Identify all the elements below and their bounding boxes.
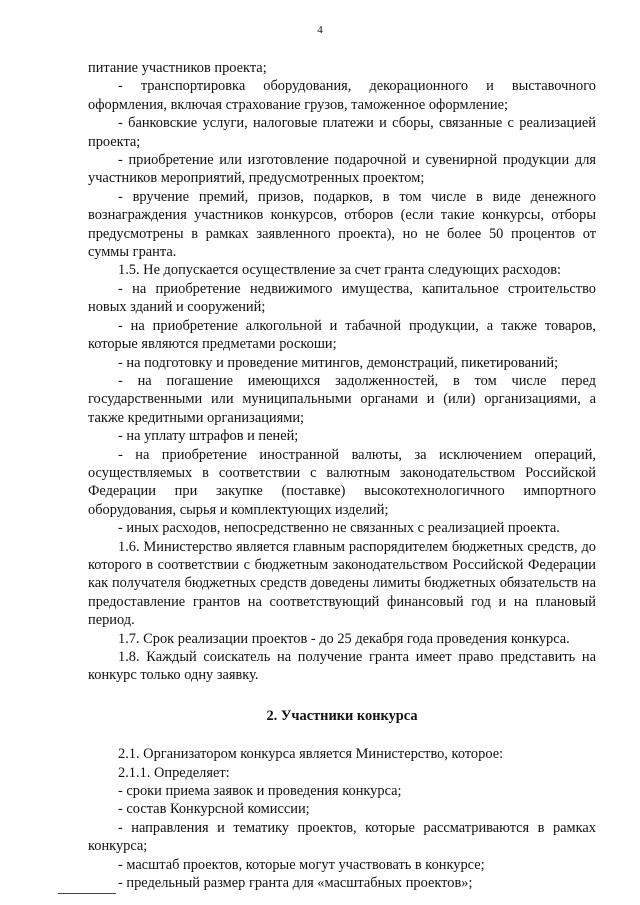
page-number: 4 xyxy=(317,24,323,36)
section-2-body xyxy=(88,745,596,892)
paragraph: - транспортировка оборудования, декорационного и выставочного оформления, включая страхование грузов, таможенное оформление; xyxy=(88,78,596,113)
footer-rule xyxy=(58,893,116,894)
paragraph: - направления и тематику проектов, которые рассматриваются в рамках конкурса; xyxy=(88,819,596,855)
document-body xyxy=(88,59,596,892)
paragraph: - состав Конкурсной комиссии; xyxy=(118,801,310,818)
section-heading: 2. Участники конкурса xyxy=(266,707,418,724)
paragraph: - на погашение имеющихся задолженностей, в том числе перед государственными или муниципальными органами и (или) организациями, а также кредитными организациями; xyxy=(88,372,596,426)
paragraph: - иных расходов, непосредственно не связанных с реализацией проекта. xyxy=(118,520,560,537)
paragraph: 1.5. Не допускается осуществление за счет гранта следующих расходов: xyxy=(118,262,562,279)
paragraph: 2.1. Организатором конкурса является Министерство, которое: xyxy=(118,746,504,763)
paragraph: - на приобретение алкогольной и табачной продукции, а также товаров, которые являются предметами роскоши; xyxy=(88,317,596,353)
paragraph: - банковские услуги, налоговые платежи и сборы, связанные с реализацией проекта; xyxy=(88,115,596,150)
paragraph: - вручение премий, призов, подарков, в том числе в виде денежного вознаграждения участников конкурсов, отборов (если такие конкурсы, отборы предусмотрены в рамках заявленного проекта), но не более 50 процентов от суммы гранта. xyxy=(88,188,596,261)
paragraph: - приобретение или изготовление подарочной и сувенирной продукции для участников мероприятий, предусмотренных проектом; xyxy=(88,152,596,187)
paragraph: - на подготовку и проведение митингов, демонстраций, пикетирований; xyxy=(118,354,559,371)
paragraph: питание участников проекта; xyxy=(88,60,267,76)
paragraph: - масштаб проектов, которые могут участвовать в конкурсе; xyxy=(118,856,485,873)
paragraph: 1.8. Каждый соискатель на получение гранта имеет право представить на конкурс только одну заявку. xyxy=(88,649,596,684)
paragraph: 2.1.1. Определяет: xyxy=(118,764,230,781)
paragraph: 1.7. Срок реализации проектов - до 25 декабря года проведения конкурса. xyxy=(118,630,570,647)
paragraph: - на приобретение иностранной валюты, за исключением операций, осуществляемых в соответствии с валютным законодательством Российской Федерации при закупке (поставке) высокотехнологичного импортного оборудования, сырья и комплектующих изделий; xyxy=(88,446,596,518)
paragraph: - на приобретение недвижимого имущества, капитальное строительство новых зданий и сооружений; xyxy=(88,280,596,316)
paragraph: 1.6. Министерство является главным распорядителем бюджетных средств, до которого в соответствии с бюджетным законодательством Российской Федерации как получателя бюджетных средств доведены лимиты бюджетных обязательств на предоставление грантов на соответствующий финансовый год и на плановый период. xyxy=(88,538,596,629)
paragraph: - предельный размер гранта для «масштабных проектов»; xyxy=(118,875,473,892)
section-1-continuation xyxy=(88,59,596,685)
paragraph: - на уплату штрафов и пеней; xyxy=(118,428,299,445)
paragraph: - сроки приема заявок и проведения конкурса; xyxy=(118,783,402,800)
